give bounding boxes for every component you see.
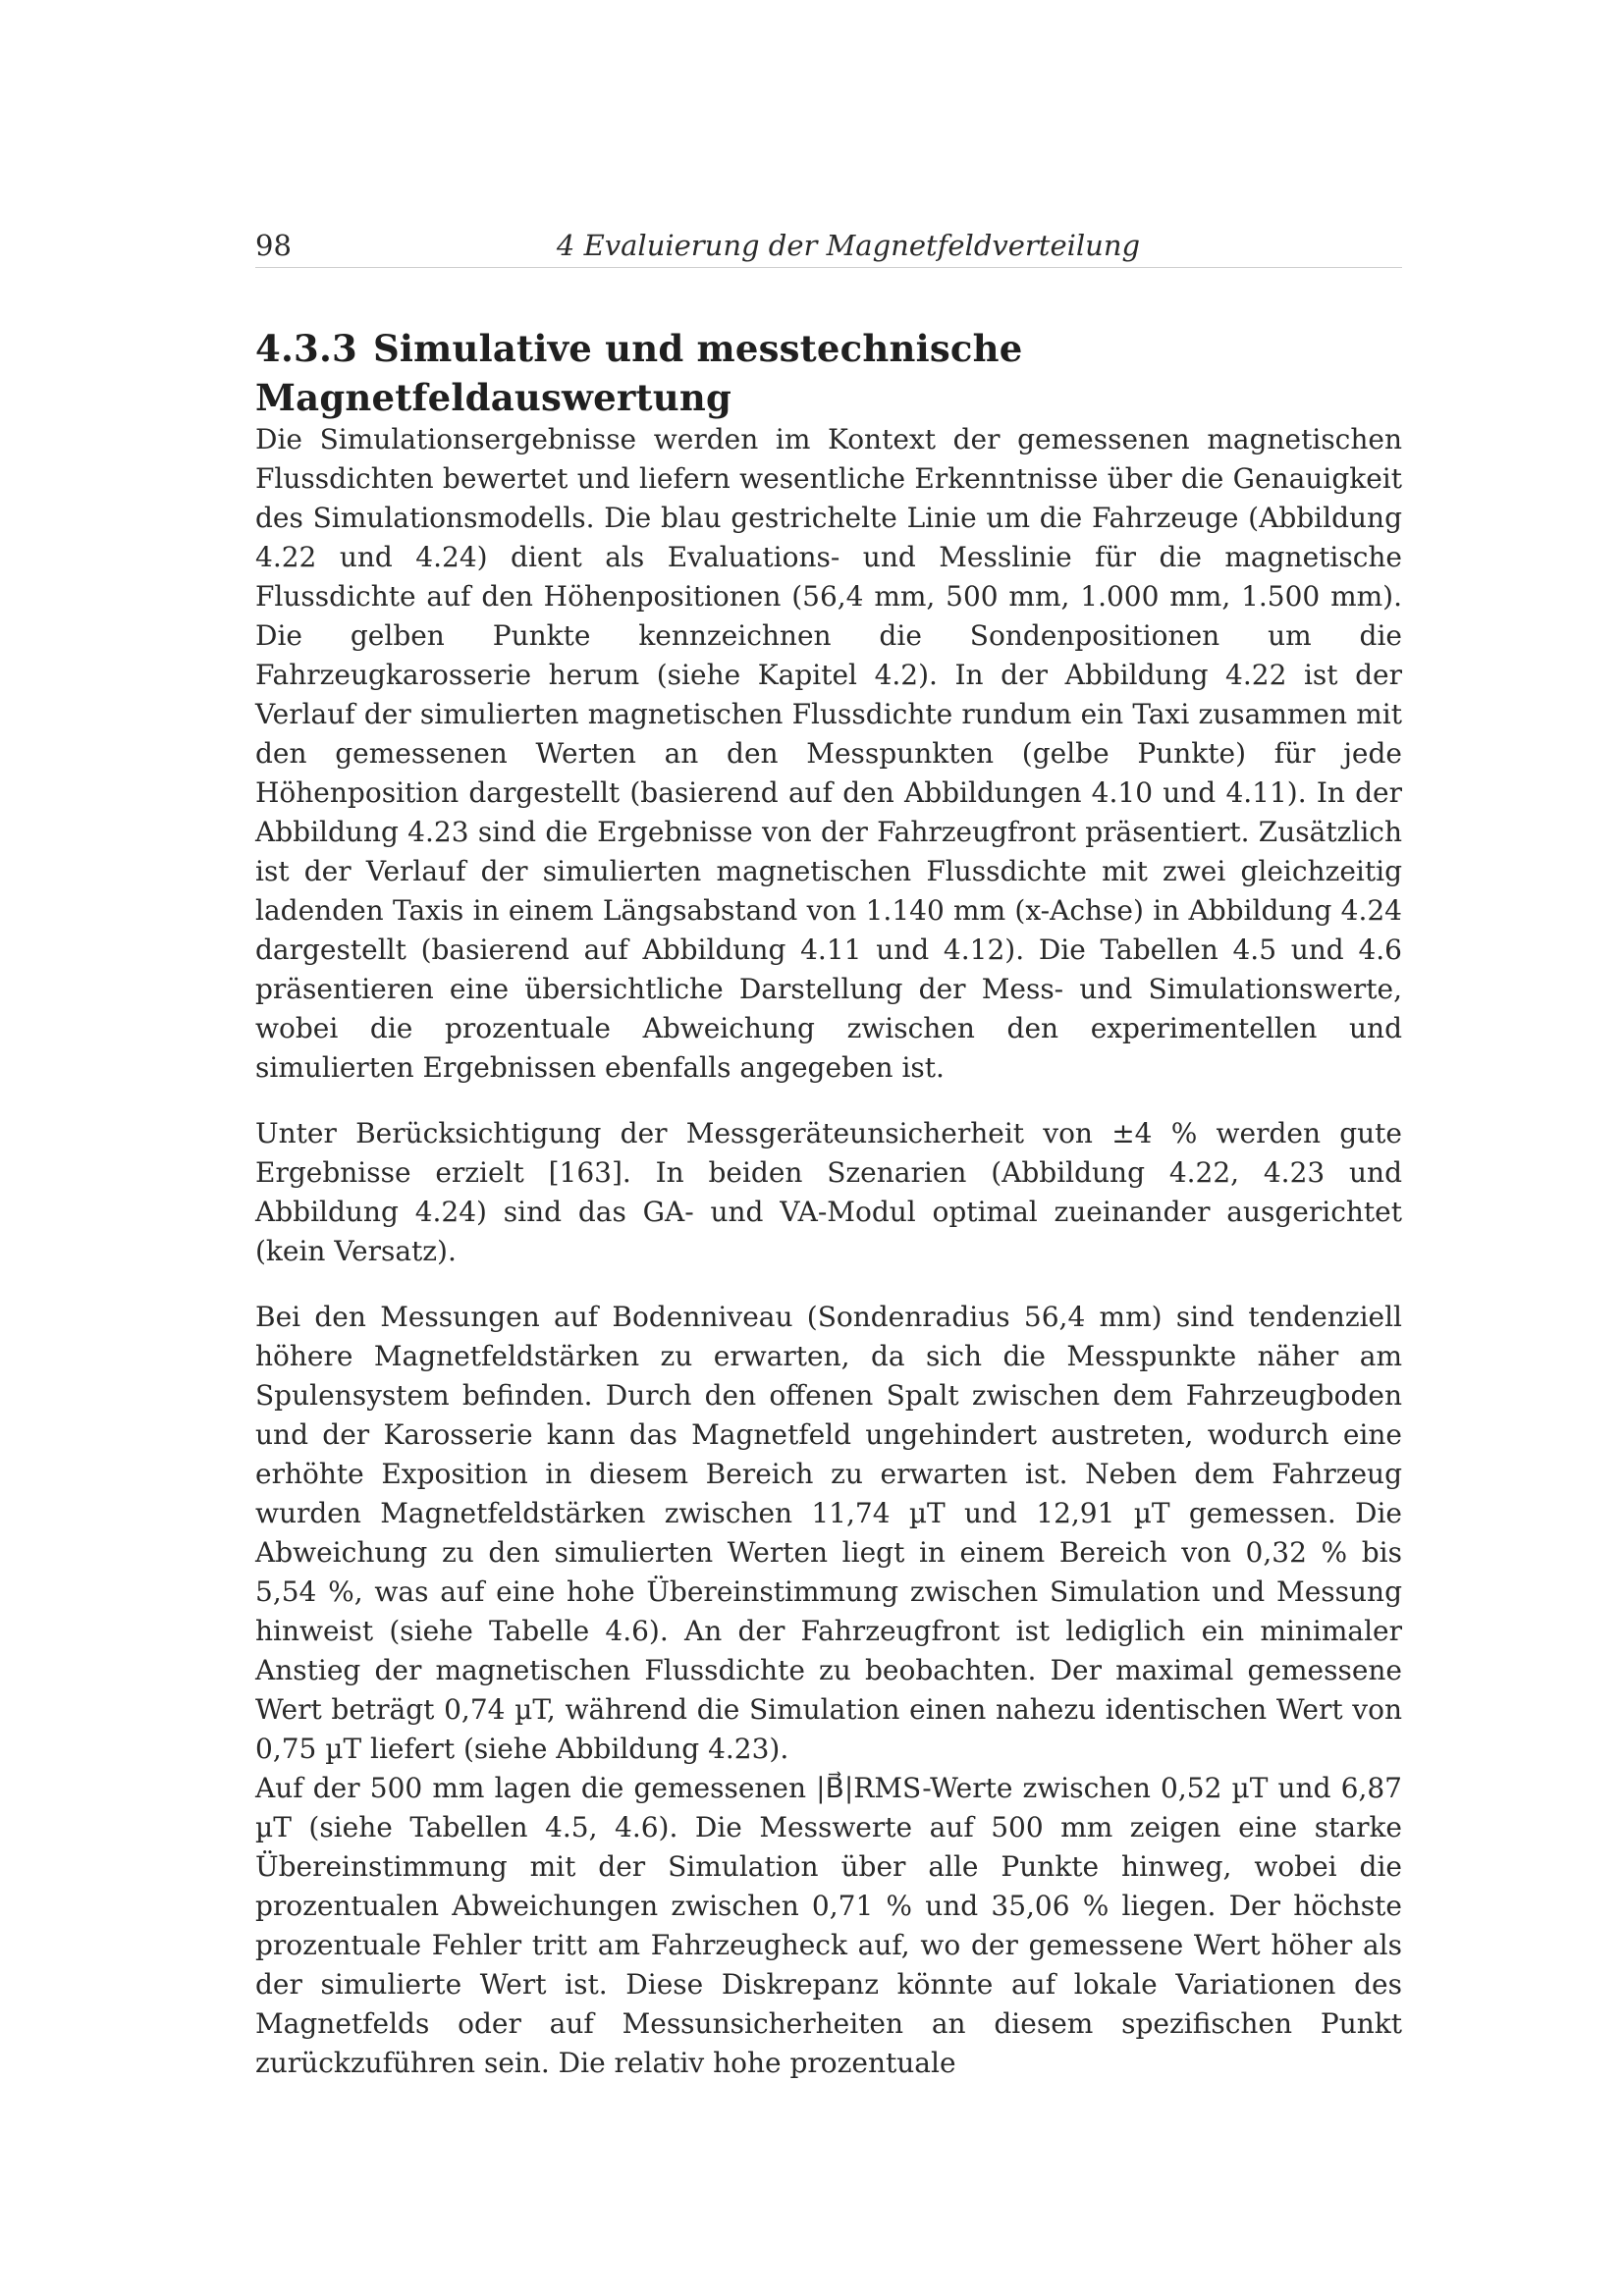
section-title: Simulative und messtechnische Magnetfeldauswertung — [255, 327, 1023, 419]
running-title: 4 Evaluierung der Magnetfeldverteilung — [556, 229, 1141, 262]
paragraph-simulation-overview: Die Simulationsergebnisse werden im Kontext der gemessenen magnetischen Flussdichten bewertet und liefern wesentliche Erkenntnisse über die Genauigkeit des Simulationsmodells. Die blau gestrichelte Linie um die Fahrzeuge (Abbildung 4.22 und 4.24) dient als Evaluations- und Messlinie für die magnetische Flussdichte auf den Höhenpositionen (56,4 mm, 500 mm, 1.000 mm, 1.500 mm). Die gelben Punkte kennzeichnen die Sondenpositionen um die Fahrzeugkarosserie herum (siehe Kapitel 4.2). In der Abbildung 4.22 ist der Verlauf der simulierten magnetischen Flussdichte rundum ein Taxi zusammen mit den gemessenen Werten an den Messpunkten (gelbe Punkte) für jede Höhenposition dargestellt (basierend auf den Abbildungen 4.10 und 4.11). In der Abbildung 4.23 sind die Ergebnisse von der Fahrzeugfront präsentiert. Zusätzlich ist der Verlauf der simulierten magnetischen Flussdichte mit zwei gleichzeitig ladenden Taxis in einem Längsabstand von 1.140 mm (x-Achse) in Abbildung 4.24 dargestellt (basierend auf Abbildung 4.11 und 4.12). Die Tabellen 4.5 und 4.6 präsentieren eine übersichtliche Darstellung der Mess- und Simulationswerte, wobei die prozentuale Abweichung zwischen den experimentellen und simulierten Ergebnissen ebenfalls angegeben ist. — [255, 423, 1402, 1084]
body-text — [255, 420, 1402, 2109]
page-number: 98 — [255, 229, 292, 262]
paragraph-500mm: Auf der 500 mm lagen die gemessenen |B⃗|RMS-Werte zwischen 0,52 µT und 6,87 µT (siehe Tabellen 4.5, 4.6). Die Messwerte auf 500 mm zeigen eine starke Übereinstimmung mit der Simulation über alle Punkte hinweg, wobei die prozentualen Abweichungen zwischen 0,71 % und 35,06 % liegen. Der höchste prozentuale Fehler tritt am Fahrzeugheck auf, wo der gemessene Wert höher als der simulierte Wert ist. Diese Diskrepanz könnte auf lokale Variationen des Magnetfelds oder auf Messunsicherheiten an diesem spezifischen Punkt zurückzuführen sein. Die relativ hohe prozentuale — [255, 1772, 1402, 2079]
running-header — [255, 228, 1402, 268]
paragraph-measurement-uncertainty: Unter Berücksichtigung der Messgeräteunsicherheit von ±4 % werden gute Ergebnisse erzielt [163]. In beiden Szenarien (Abbildung 4.22, 4.23 und Abbildung 4.24) sind das GA- und VA-Modul optimal zueinander ausgerichtet (kein Versatz). — [255, 1117, 1402, 1267]
section-heading — [255, 324, 1402, 422]
section-number: 4.3.3 — [255, 327, 357, 370]
paragraph-ground-level: Bei den Messungen auf Bodenniveau (Sondenradius 56,4 mm) sind tendenziell höhere Magnetfeldstärken zu erwarten, da sich die Messpunkte näher am Spulensystem befinden. Durch den offenen Spalt zwischen dem Fahrzeugboden und der Karosserie kann das Magnetfeld ungehindert austreten, wodurch eine erhöhte Exposition in diesem Bereich zu erwarten ist. Neben dem Fahrzeug wurden Magnetfeldstärken zwischen 11,74 µT und 12,91 µT gemessen. Die Abweichung zu den simulierten Werten liegt in einem Bereich von 0,32 % bis 5,54 %, was auf eine hohe Übereinstimmung zwischen Simulation und Messung hinweist (siehe Tabelle 4.6). An der Fahrzeugfront ist lediglich ein minimaler Anstieg der magnetischen Flussdichte zu beobachten. Der maximal gemessene Wert beträgt 0,74 µT, während die Simulation einen nahezu identischen Wert von 0,75 µT liefert (siehe Abbildung 4.23). — [255, 1301, 1402, 1765]
